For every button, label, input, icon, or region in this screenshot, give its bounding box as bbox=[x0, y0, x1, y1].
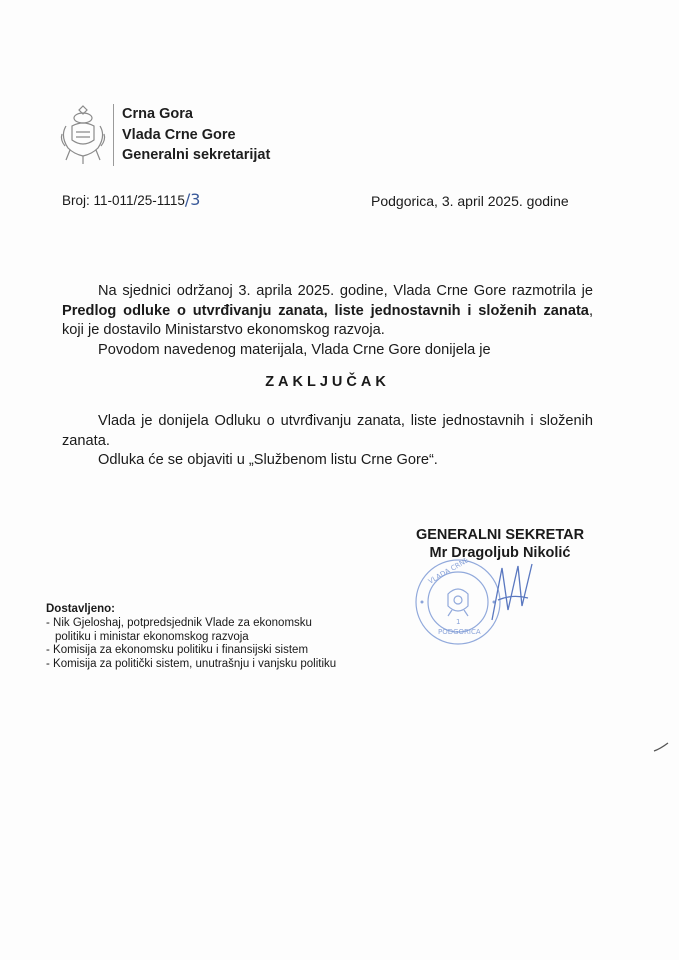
svg-text:PODGORICA: PODGORICA bbox=[438, 628, 481, 636]
signatory-name: Mr Dragoljub Nikolić bbox=[429, 545, 571, 561]
distribution-item: - Nik Gjeloshaj, potpredsjednik Vlade za ekonomsku politiku i ministar ekonomskog razvoja bbox=[46, 616, 312, 643]
stamp-number: 1 bbox=[456, 618, 461, 626]
handwritten-signature-icon bbox=[488, 560, 538, 630]
conclusion-title: ZAKLJUČAK bbox=[265, 374, 390, 390]
intro-paragraph-2: Povodom navedenog materijala, Vlada Crne Gore donijela je bbox=[98, 341, 491, 358]
letterhead-country: Crna Gora bbox=[122, 106, 193, 122]
letterhead bbox=[122, 104, 270, 166]
conclusion-publication: Odluka će se objaviti u „Službenom listu Crne Gore“. bbox=[98, 452, 438, 468]
signatory-block bbox=[384, 526, 616, 562]
reference-label: Broj: 11-011/25-1115 bbox=[62, 193, 185, 208]
letterhead-divider bbox=[113, 104, 114, 166]
distribution-heading: Dostavljeno: bbox=[46, 603, 116, 615]
svg-text:VLADA CRNE: VLADA CRNE bbox=[427, 558, 471, 586]
intro-text-end: , koji je dostavilo Ministarstvo ekonomskog razvoja. bbox=[62, 302, 593, 338]
conclusion-paragraph: Vlada je donijela Odluku o utvrđivanju zanata, liste jednostavnih i složenih zanata. bbox=[62, 413, 593, 449]
coat-of-arms-icon bbox=[58, 104, 108, 166]
conclusion-section bbox=[62, 412, 593, 471]
letterhead-office: Generalni sekretarijat bbox=[122, 147, 271, 163]
reference-handwritten-suffix: /3 bbox=[184, 190, 201, 209]
intro-paragraph bbox=[62, 282, 593, 341]
intro-section bbox=[62, 282, 593, 360]
pen-mark-icon bbox=[652, 740, 670, 752]
reference-number bbox=[62, 190, 200, 209]
distribution-list bbox=[46, 603, 336, 672]
intro-text: Na sjednici održanoj 3. aprila 2025. godine, Vlada Crne Gore razmotrila je bbox=[98, 283, 593, 299]
distribution-item: - Komisija za ekonomsku politiku i finansijski sistem bbox=[46, 644, 309, 657]
place-date: Podgorica, 3. april 2025. godine bbox=[371, 193, 569, 209]
letterhead-government: Vlada Crne Gore bbox=[122, 126, 236, 143]
signatory-role: GENERALNI SEKRETAR bbox=[415, 527, 585, 543]
distribution-item: - Komisija za politički sistem, unutrašnju i vanjsku politiku bbox=[46, 658, 337, 671]
intro-subject: Predlog odluke o utvrđivanju zanata, liste jednostavnih i složenih zanata bbox=[62, 302, 589, 319]
